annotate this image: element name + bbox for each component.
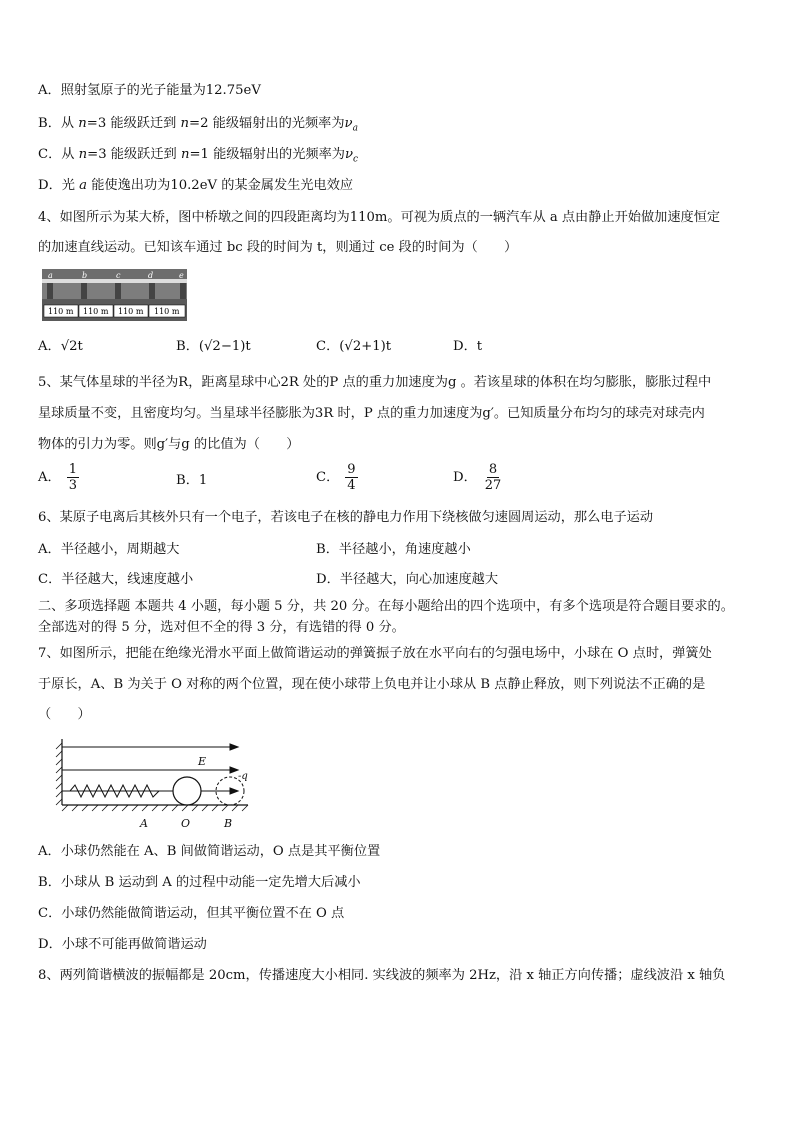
q5-option-b: B．1	[176, 473, 208, 488]
option-c-post: =1 能级辐射出的光频率为	[189, 147, 345, 162]
option-d-prev	[38, 177, 353, 195]
q5-option-a	[38, 462, 79, 493]
q5-option-d	[453, 462, 503, 493]
option-b-n2: n	[180, 116, 190, 131]
q5-stem-line3: 物体的引力为零。则g′与g 的比值为（ ）	[38, 437, 300, 452]
bridge-label-e: e	[179, 271, 184, 280]
q5-option-a-label: A．	[38, 470, 61, 485]
q7-option-b: B．小球从 B 运动到 A 的过程中动能一定先增大后减小	[38, 875, 361, 890]
q4-stem-line1: 4、如图所示为某大桥，图中桥墩之间的四段距离均为110m。可视为质点的一辆汽车从 a 点由静止开始做加速度恒定	[38, 210, 721, 225]
option-b-mid: =3 能级跃迁到	[86, 116, 181, 131]
q5-stem-line1: 5、某气体星球的半径为R，距离星球中心2R 处的P 点的重力加速度为g 。若该星球的体积在均匀膨胀，膨胀过程中	[38, 375, 712, 390]
q5-option-d-fraction	[483, 462, 504, 493]
option-d-a: a	[79, 178, 88, 193]
fraction-numerator: 1	[68, 462, 77, 477]
q7-stem-line3: （ ）	[38, 707, 91, 722]
option-b-post: =2 能级辐射出的光频率为	[189, 116, 345, 131]
position-label-a: A	[140, 817, 148, 830]
q6-option-d: D．半径越大，向心加速度越大	[316, 572, 499, 587]
option-c-sub: c	[352, 154, 359, 165]
q5-option-a-fraction	[67, 462, 79, 493]
section2-instructions-line1: 二、多项选择题 本题共 4 小题，每小题 5 分，共 20 分。在每小题给出的四个选项中，有多个选项是符合题目要求的。	[38, 599, 734, 614]
q4-option-a: A．√2t	[38, 339, 83, 354]
field-label-e: E	[198, 755, 207, 768]
segment-label-1: 110 m	[48, 307, 74, 316]
q6-option-c: C．半径越大，线速度越小	[38, 572, 194, 587]
option-d-prefix: D．光	[38, 178, 80, 193]
q7-stem-line2: 于原长，A、B 为关于 O 对称的两个位置，现在使小球带上负电并让小球从 B 点静止释放，则下列说法不正确的是	[38, 677, 706, 692]
q7-option-a: A．小球仍然能在 A、B 间做简谐运动，O 点是其平衡位置	[38, 844, 381, 859]
q5-option-d-label: D．	[453, 470, 477, 485]
option-b-prev	[38, 115, 358, 138]
q4-option-c: C．(√2+1)t	[316, 339, 392, 354]
position-label-b: B	[224, 817, 233, 830]
option-c-prev	[38, 146, 358, 169]
q4-option-b: B．(√2−1)t	[176, 339, 251, 354]
bridge-label-b: b	[82, 271, 88, 280]
q4-option-d: D．t	[453, 339, 483, 354]
option-c-prefix: C．从	[38, 147, 79, 162]
option-d-post: 能使逸出功为10.2eV 的某金属发生光电效应	[87, 178, 354, 193]
option-b-prefix: B．从	[38, 116, 79, 131]
position-label-o: O	[181, 817, 191, 830]
fraction-denominator: 3	[68, 478, 77, 493]
bridge-label-a: a	[48, 271, 53, 280]
q6-option-b: B．半径越小，角速度越小	[316, 542, 471, 557]
fraction-numerator: 8	[488, 462, 498, 477]
q8-stem-line1: 8、两列简谐横波的振幅都是 20cm，传播速度大小相同. 实线波的频率为 2Hz，沿 x 轴正方向传播；虚线波沿 x 轴负	[38, 968, 726, 983]
q6-stem: 6、某原子电离后其核外只有一个电子，若该电子在核的静电力作用下绕核做匀速圆周运动，那么电子运动	[38, 510, 654, 525]
fraction-numerator: 9	[347, 462, 356, 477]
fraction-denominator: 4	[347, 478, 356, 493]
option-b-n1: n	[78, 116, 87, 131]
option-c-mid: =3 能级跃迁到	[87, 147, 181, 162]
q7-option-d: D．小球不可能再做简谐运动	[38, 937, 207, 952]
option-c-n2: n	[180, 147, 190, 162]
bridge-figure	[42, 269, 187, 321]
q6-option-a: A．半径越小，周期越大	[38, 542, 180, 557]
section2-instructions-line2: 全部选对的得 5 分，选对但不全的得 3 分，有选错的得 0 分。	[38, 620, 405, 635]
q5-stem-line2: 星球质量不变，且密度均匀。当星球半径膨胀为3R 时，P 点的重力加速度为g′。已知质量分布均匀的球壳对球壳内	[38, 406, 705, 421]
option-b-nu: ν	[344, 116, 353, 131]
q5-option-c	[316, 462, 358, 493]
q7-stem-line1: 7、如图所示，把能在绝缘光滑水平面上做简谐运动的弹簧振子放在水平向右的匀强电场中，小球在 O 点时，弹簧处	[38, 646, 712, 661]
q5-option-c-fraction	[345, 462, 357, 493]
segment-label-2: 110 m	[83, 307, 109, 316]
option-c-nu: ν	[344, 147, 353, 162]
bridge-label-c: c	[116, 271, 121, 280]
fraction-denominator: 27	[484, 478, 502, 493]
segment-label-3: 110 m	[118, 307, 144, 316]
segment-label-4: 110 m	[154, 307, 180, 316]
spring-oscillator-figure	[48, 735, 268, 832]
charge-label: -q	[238, 771, 248, 782]
q7-option-c: C．小球仍然能做简谐运动，但其平衡位置不在 O 点	[38, 906, 345, 921]
option-c-n1: n	[78, 147, 88, 162]
q4-stem-line2: 的加速直线运动。已知该车通过 bc 段的时间为 t，则通过 ce 段的时间为（ ）	[38, 240, 518, 255]
bridge-label-d: d	[148, 271, 154, 280]
option-b-sub: a	[352, 123, 358, 134]
q5-option-c-label: C．	[316, 470, 340, 485]
option-a-prev: A．照射氢原子的光子能量为12.75eV	[38, 83, 261, 98]
